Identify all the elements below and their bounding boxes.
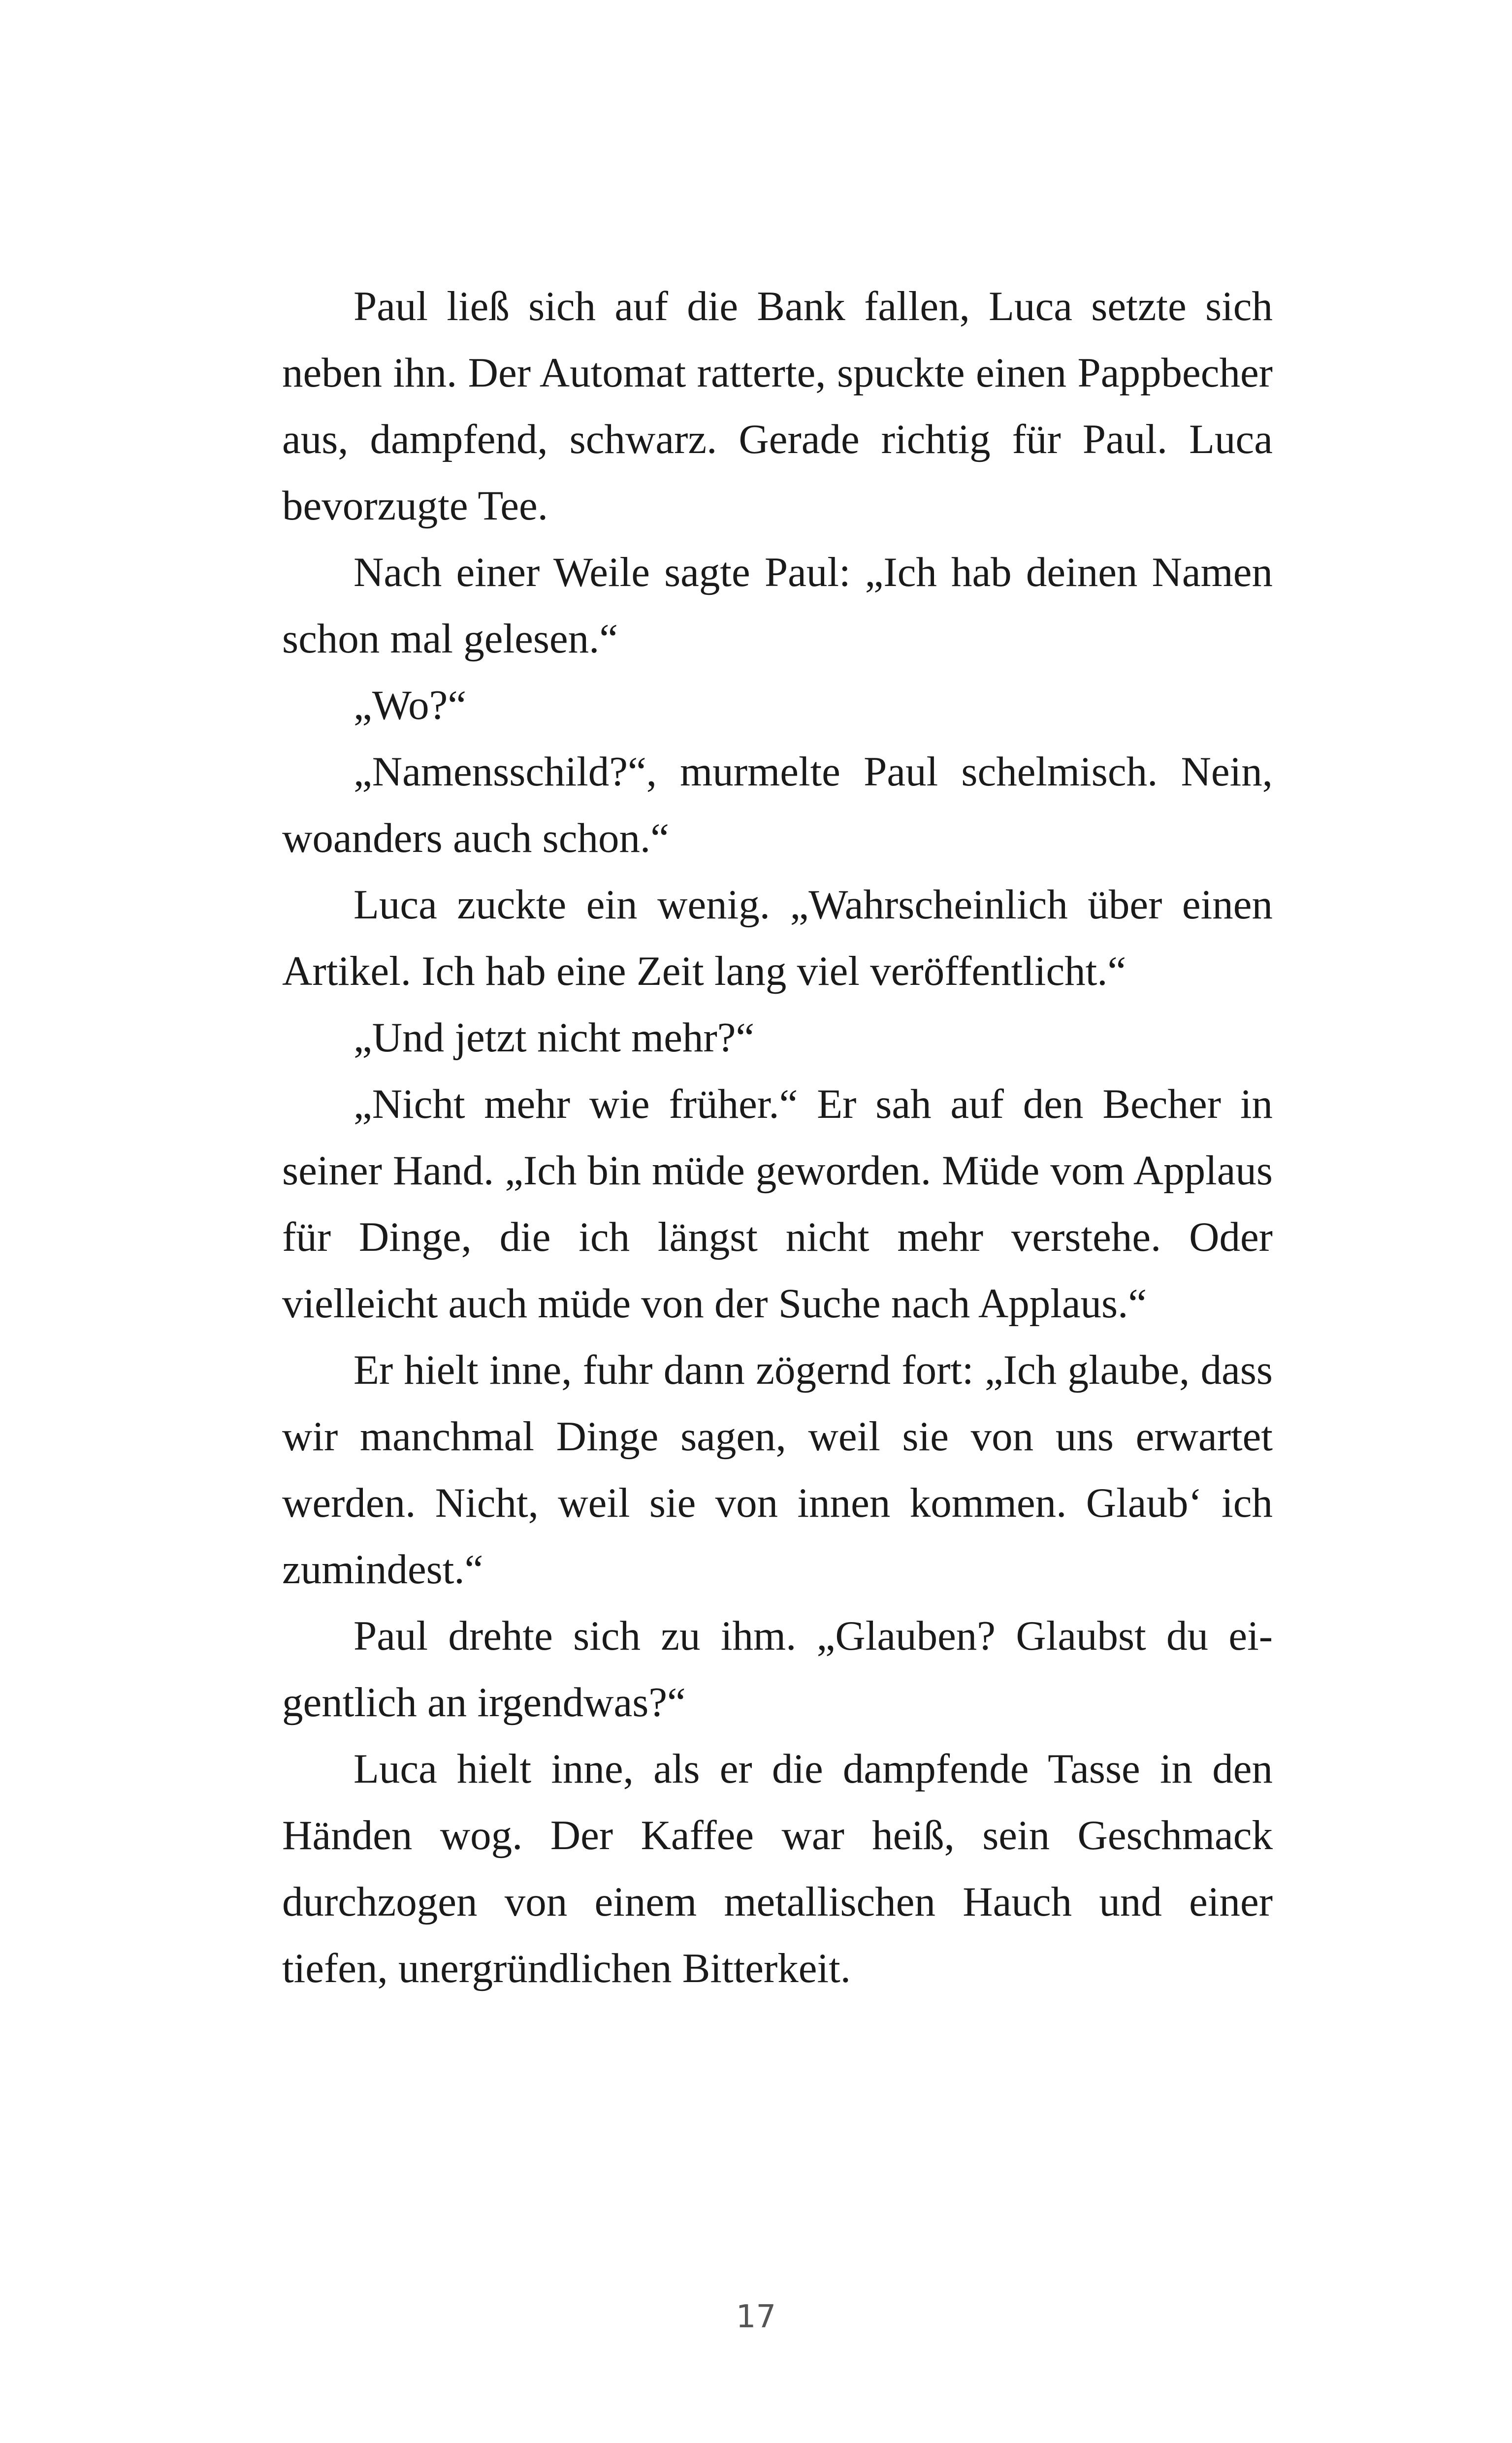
paragraph-1: Paul ließ sich auf die Bank fallen, Luca setzte sich neben ihn. Der Automat ratterte, spuckte einen Pappbecher aus, dampfend, schwarz. Gerade richtig für Paul. Luca bevorzugte Tee. — [282, 283, 1273, 529]
paragraph-4: „Namensschild?“, murmelte Paul schelmisch. Nein, woanders auch schon.“ — [282, 749, 1273, 861]
page-number: 17 — [736, 2299, 776, 2335]
paragraph-10: Luca hielt inne, als er die dampfende Tasse in den Händen wog. Der Kaffee war heiß, sein Geschmack durchzogen von einem metallischen Hauch und einer tiefen, unergründlichen Bitterkeit. — [282, 1746, 1273, 1991]
paragraph-7: „Nicht mehr wie früher.“ Er sah auf den Becher in seiner Hand. „Ich bin müde geworden. Müde vom Applaus für Dinge, die ich längst nicht mehr verstehe. Oder vielleicht auch müde von der Suche nach Applaus.“ — [282, 1081, 1273, 1327]
paragraph-9: Paul drehte sich zu ihm. „Glauben? Glaubst du eigentlich an irgendwas?“ — [282, 1613, 1273, 1726]
paragraph-6: „Und jetzt nicht mehr?“ — [354, 1014, 755, 1061]
paragraph-5: Luca zuckte ein wenig. „Wahrscheinlich über einen Artikel. Ich hab eine Zeit lang viel veröffentlicht.“ — [282, 881, 1273, 994]
body-text — [282, 273, 1273, 2002]
paragraph-8: Er hielt inne, fuhr dann zögernd fort: „Ich glaube, dass wir manchmal Dinge sagen, weil sie von uns erwartet werden. Nicht, weil sie von innen kommen. Glaub‘ ich zumindest.“ — [282, 1347, 1273, 1593]
paragraph-3: „Wo?“ — [354, 682, 467, 728]
paragraph-2: Nach einer Weile sagte Paul: „Ich hab deinen Namen schon mal gelesen.“ — [282, 549, 1273, 662]
